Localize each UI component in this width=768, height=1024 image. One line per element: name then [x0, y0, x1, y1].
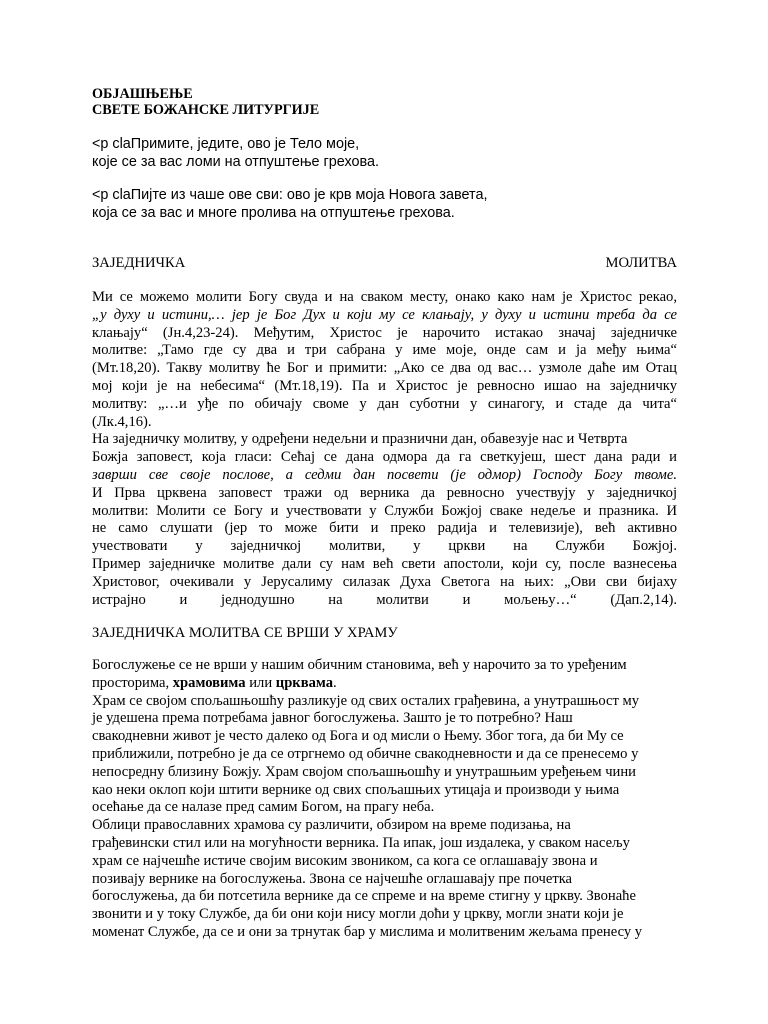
paragraph-line: молитву: „…и уђе по обичају своме у дан суботни у синагогу, и стаде да чита“	[92, 395, 677, 412]
paragraph-line: богослужења, да би потсетила вернике да се спреме и на време стигну у цркву. Звонаће	[92, 888, 636, 905]
paragraph-line: Храм се својом спољашњошћу разликује од свих осталих грађевина, а унутрашњост му	[92, 692, 640, 709]
paragraph-line: Богослужење се не врши у нашим обичним становима, већ у нарочито за то уређеним	[92, 657, 627, 673]
paragraph-line: је удешена према потребама јавног богослужења. Зашто је то потребно? Наш	[92, 710, 573, 727]
paragraph-line: мој који је на небесима“ (Мт.18,19). Па и Христос је ревносно ишао на заједничку	[92, 377, 677, 394]
paragraph-line: учествовати у заједничкој молитви, у цркви на Служби Божјој.	[92, 538, 677, 555]
paragraph-line: Христовог, очекивали у Јерусалиму силазак Духа Светога на њих: „Ови сви бијаху	[92, 573, 677, 590]
paragraph-line: свакодневни живот је често далеко од Бога и од мисли о Њему. Због тога, да би Му се	[92, 728, 624, 745]
quote-block-1	[92, 135, 379, 171]
section-1-heading-left: ЗАЈЕДНИЧКА	[92, 255, 186, 271]
paragraph-line: храм се најчешће истиче својим високим звоником, са кога се оглашавају звона и	[92, 852, 598, 869]
bold-word: храмовима	[172, 674, 246, 691]
paragraph-line: молитви: Молити се Богу и учествовати у Служби Божјој сваке недеље и празника. И	[92, 502, 677, 519]
title-line-1: ОБЈАШЊЕЊЕ	[92, 86, 193, 102]
paragraph-line: Ми се можемо молити Богу свуда и на сваком месту, онако како нам је Христос рекао,	[92, 289, 677, 305]
quote-block-2	[92, 186, 487, 222]
paragraph-line: звонити и у току Службе, да би они који нису могли доћи у цркву, могли знати који је	[92, 906, 624, 923]
quote-1-line-1: <p claПримите, једите, ово је Тело моје,	[92, 136, 360, 152]
paragraph-line: клањају“ (Јн.4,23-24). Међутим, Христос је нарочито истакао значај заједничке	[92, 324, 677, 341]
paragraph-line: И Прва црквена заповест тражи од верника да ревносно учествују у заједничкој	[92, 484, 677, 501]
section-2-heading: ЗАЈЕДНИЧКА МОЛИТВА СЕ ВРШИ У ХРАМУ	[92, 625, 398, 641]
bold-word: црквама	[275, 674, 334, 691]
paragraph-line: не само слушати (јер то може бити и преко радија и телевизије), већ активно	[92, 520, 677, 537]
title-line-2: СВЕТЕ БОЖАНСКЕ ЛИТУРГИЈЕ	[92, 102, 320, 118]
quote-2-line-1: <p claПијте из чаше ове сви: ово је крв моја Новога завета,	[92, 187, 488, 203]
paragraph-line: Облици православних храмова су различити, обзиром на време подизања, на	[92, 817, 571, 834]
paragraph-line: осећање да се налазе пред самим Богом, на прагу неба.	[92, 799, 435, 816]
section-1-heading-right: МОЛИТВА	[605, 255, 677, 271]
paragraph-line: „у духу и истини,… јер је Бог Дух и који му се клањају, у духу и истини треба да се	[92, 306, 677, 323]
section-1-body	[92, 289, 677, 609]
paragraph-line: На заједничку молитву, у одређени недељни и празнични дан, обавезује нас и Четврта	[92, 431, 628, 448]
paragraph-line: (Лк.4,16).	[92, 413, 152, 430]
section-1-heading	[92, 254, 677, 272]
paragraph-line: заврши све своје послове, а седми дан посвети (је одмор) Господу Богу твоме.	[92, 466, 677, 483]
paragraph-line: позивају вернике на богослужења. Звона се најчешће оглашавају пре почетка	[92, 870, 573, 887]
paragraph-line: приближили, потребно је да се отргнемо од обичне свакодневности и да се пренесемо у	[92, 745, 639, 762]
paragraph-line: молитве: „Тамо где су два и три сабрана у име моје, онде сам и ја међу њима“	[92, 342, 677, 359]
paragraph-line: као неки оклоп који штити вернике од свих спољашњих утицаја и производи у њима	[92, 781, 620, 798]
paragraph-line: (Мт.18,20). Такву молитву ће Бог и примити: „Ако се два од вас… узмоле даће им Отац	[92, 360, 677, 377]
paragraph-line: Пример заједничке молитве дали су нам већ свети апостоли, који су, после вазнесења	[92, 555, 677, 572]
quote-1-line-2: које се за вас ломи на отпуштење грехова.	[92, 154, 379, 170]
paragraph-line: истрајно и једнодушно на молитви и мољењу…“ (Дап.2,14).	[92, 591, 677, 608]
paragraph-line: непосредну близину Божју. Храм својом спољашњошћу и унутрашњим уређењем чини	[92, 763, 636, 780]
paragraph-line: моменат Службе, да се и они за трнутак бар у мислима и молитвеним жељама пренесу у	[92, 923, 643, 940]
paragraph-line: грађевински стил или на могућности верника. Па ипак, још издалека, у сваком насељу	[92, 834, 630, 851]
paragraph-line-with-bold: просторима, храмовима или црквама.	[92, 674, 337, 691]
quote-2-line-2: која се за вас и многе пролива на отпуштење грехова.	[92, 205, 455, 221]
section-2-body	[92, 657, 677, 942]
document-title	[92, 86, 319, 118]
paragraph-line: Божја заповест, која гласи: Сећај се дана одмора да га светкујеш, шест дана ради и	[92, 449, 677, 466]
